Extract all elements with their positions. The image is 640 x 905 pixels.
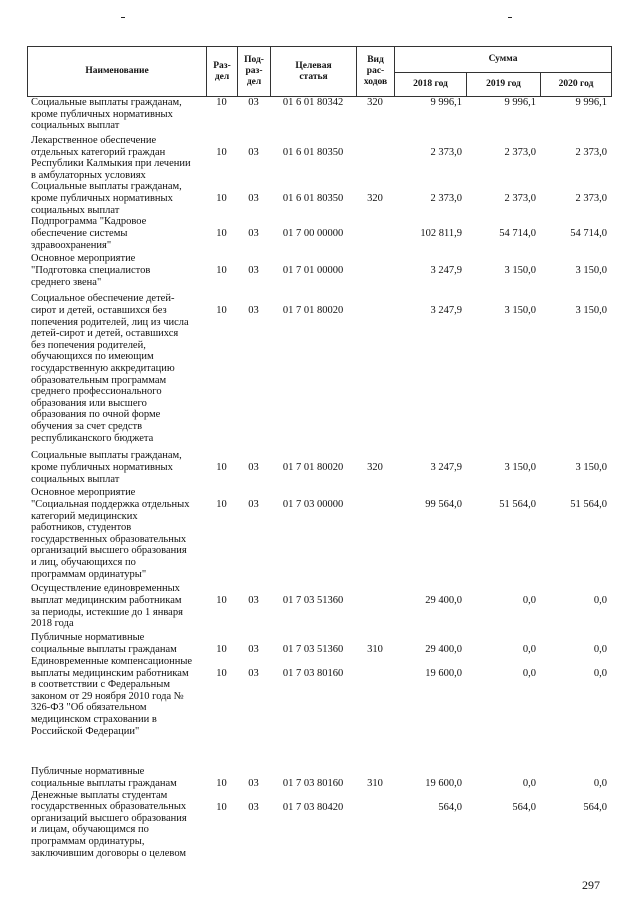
- row-sum-2019: 2 373,0: [504, 147, 536, 158]
- row-target-article: 01 7 01 80020: [282, 305, 344, 317]
- row-sum-2019: 564,0: [512, 801, 536, 813]
- header-name: Наименование: [28, 47, 207, 97]
- row-expense-type: [356, 253, 394, 293]
- row-name: Социальные выплаты гражданам, кроме публичных нормативных социальных выплат: [31, 450, 182, 485]
- row-podrazdel: 03: [248, 499, 259, 511]
- table-row: [27, 656, 611, 766]
- table-row: [27, 487, 611, 583]
- row-sum-2018: 564,0: [438, 801, 462, 813]
- row-podrazdel: 03: [248, 305, 259, 317]
- table-row: [27, 216, 611, 253]
- row-podrazdel: 03: [248, 462, 259, 474]
- row-expense-type: [356, 656, 394, 766]
- row-expense-type: 310: [367, 644, 383, 656]
- row-sum-2018: 3 247,9: [430, 305, 462, 317]
- row-sum-2020: 0,0: [593, 595, 607, 607]
- row-sum-2019: 2 373,0: [504, 193, 536, 205]
- row-name: Социальное обеспечение детей- сирот и детей, оставшихся без попечения родителей, лиц из числа детей-сирот и детей, оставшихся без попечения родителей, обучающихся по имеющим государственную аккредитацию образовательным программам среднего профессионального образования или высшего образования по очной форме обучения за счет средств республиканского бюджета: [31, 293, 189, 444]
- table-row: [27, 253, 611, 293]
- row-expense-type: [356, 216, 394, 253]
- row-razdel: 10: [216, 305, 227, 317]
- row-sum-2019: 3 150,0: [504, 265, 536, 277]
- header-target: Целевая статья: [271, 47, 357, 97]
- row-razdel: 10: [216, 265, 227, 277]
- row-sum-2019: 0,0: [522, 595, 536, 607]
- row-name: Основное мероприятие "Подготовка специалистов среднего звена": [31, 253, 151, 288]
- row-podrazdel: 03: [248, 644, 259, 656]
- row-target-article: 01 7 01 80020: [282, 462, 344, 474]
- row-razdel: 10: [216, 595, 227, 607]
- scan-mark-left: [121, 17, 125, 18]
- row-expense-type: 320: [367, 193, 383, 205]
- table-row: [27, 766, 611, 790]
- row-podrazdel: 03: [248, 595, 259, 607]
- row-target-article: 01 6 01 80342: [282, 97, 344, 108]
- header-sum: Сумма: [395, 47, 612, 73]
- row-sum-2020: 3 150,0: [575, 305, 607, 317]
- row-name: Публичные нормативные социальные выплаты гражданам: [31, 765, 177, 789]
- row-target-article: 01 7 00 00000: [282, 228, 344, 240]
- page-number: 297: [582, 878, 600, 892]
- row-sum-2020: 564,0: [583, 801, 607, 813]
- header-podrazdel: Под- раз- дел: [238, 47, 271, 97]
- row-podrazdel: 03: [248, 777, 259, 789]
- row-expense-type: 310: [367, 777, 383, 789]
- row-expense-type: [356, 583, 394, 632]
- row-sum-2018: 19 600,0: [425, 777, 462, 789]
- row-sum-2018: 9 996,1: [430, 97, 462, 108]
- row-target-article: 01 7 03 80160: [282, 777, 344, 789]
- row-razdel: 10: [216, 499, 227, 511]
- row-sum-2019: 0,0: [522, 644, 536, 656]
- row-sum-2020: 2 373,0: [575, 147, 607, 158]
- row-podrazdel: 03: [248, 147, 259, 158]
- row-razdel: 10: [216, 147, 227, 158]
- row-target-article: 01 7 03 51360: [282, 595, 344, 607]
- row-sum-2020: 54 714,0: [570, 228, 607, 240]
- header-razdel: Раз- дел: [207, 47, 238, 97]
- row-sum-2018: 19 600,0: [425, 667, 462, 679]
- row-expense-type: 320: [367, 462, 383, 474]
- table-row: [27, 790, 611, 883]
- row-razdel: 10: [216, 667, 227, 679]
- row-sum-2019: 54 714,0: [499, 228, 536, 240]
- row-target-article: 01 6 01 80350: [282, 193, 344, 205]
- row-razdel: 10: [216, 644, 227, 656]
- row-name: Осуществление единовременных выплат медицинским работникам за периоды, истекшие до 1 января 2018 года: [31, 583, 183, 630]
- table-row: [27, 293, 611, 450]
- row-razdel: 10: [216, 228, 227, 240]
- row-razdel: 10: [216, 193, 227, 205]
- row-sum-2019: 0,0: [522, 667, 536, 679]
- row-sum-2020: 0,0: [593, 644, 607, 656]
- row-sum-2019: 9 996,1: [504, 97, 536, 108]
- row-podrazdel: 03: [248, 97, 259, 108]
- row-podrazdel: 03: [248, 228, 259, 240]
- row-expense-type: [356, 790, 394, 883]
- header-2019: 2019 год: [467, 73, 541, 97]
- row-sum-2019: 3 150,0: [504, 462, 536, 474]
- table-row: [27, 583, 611, 632]
- row-podrazdel: 03: [248, 193, 259, 205]
- row-sum-2020: 0,0: [593, 667, 607, 679]
- row-podrazdel: 03: [248, 265, 259, 277]
- row-expense-type: [356, 135, 394, 181]
- row-sum-2018: 2 373,0: [430, 147, 462, 158]
- header-2018: 2018 год: [395, 73, 467, 97]
- row-sum-2018: 102 811,9: [420, 228, 462, 240]
- row-expense-type: [356, 487, 394, 583]
- row-sum-2018: 2 373,0: [430, 193, 462, 205]
- row-sum-2018: 99 564,0: [425, 499, 462, 511]
- table-row: [27, 181, 611, 216]
- table-row: [27, 97, 611, 135]
- row-name: Лекарственное обеспечение отдельных категорий граждан Республики Калмыкия при лечении в амбулаторных условиях: [31, 135, 191, 181]
- row-target-article: 01 7 01 00000: [282, 265, 344, 277]
- row-name: Социальные выплаты гражданам, кроме публичных нормативных социальных выплат: [31, 97, 182, 132]
- table-row: [27, 632, 611, 656]
- table-header: [27, 46, 612, 97]
- row-target-article: 01 7 03 80420: [282, 801, 344, 813]
- row-sum-2020: 9 996,1: [575, 97, 607, 108]
- row-sum-2019: 0,0: [522, 777, 536, 789]
- table-row: [27, 450, 611, 487]
- row-name: Денежные выплаты студентам государственных образовательных организаций высшего образования и лицам, обучающимся по программам ординатуры, заключившим договоры о целевом: [31, 789, 187, 859]
- row-podrazdel: 03: [248, 667, 259, 679]
- header-vid: Вид рас- ходов: [357, 47, 395, 97]
- row-name: Социальные выплаты гражданам, кроме публичных нормативных социальных выплат: [31, 181, 182, 216]
- scan-mark-right: [508, 17, 512, 18]
- row-target-article: 01 6 01 80350: [282, 147, 344, 158]
- row-sum-2018: 3 247,9: [430, 265, 462, 277]
- row-name: Единовременные компенсационные выплаты медицинским работникам в соответствии с Федеральным законом от 29 ноября 2010 года № 326-ФЗ "Об обязательном медицинском страховании в Российской Федерации": [31, 655, 193, 737]
- row-expense-type: [356, 293, 394, 450]
- row-target-article: 01 7 03 00000: [282, 499, 344, 511]
- row-sum-2020: 0,0: [593, 777, 607, 789]
- row-razdel: 10: [216, 462, 227, 474]
- row-razdel: 10: [216, 97, 227, 108]
- row-name: Публичные нормативные социальные выплаты гражданам: [31, 632, 177, 655]
- row-sum-2019: 3 150,0: [504, 305, 536, 317]
- row-podrazdel: 03: [248, 801, 259, 813]
- row-sum-2019: 51 564,0: [499, 499, 536, 511]
- header-2020: 2020 год: [541, 73, 612, 97]
- row-sum-2018: 29 400,0: [425, 595, 462, 607]
- table-row: [27, 135, 611, 181]
- row-sum-2020: 3 150,0: [575, 265, 607, 277]
- row-name: Основное мероприятие "Социальная поддержка отдельных категорий медицинских работников, студентов государственных образовательных организаций высшего образования и лиц, обучающихся по программам ординатуры": [31, 487, 190, 580]
- row-sum-2018: 29 400,0: [425, 644, 462, 656]
- row-sum-2020: 2 373,0: [575, 193, 607, 205]
- row-razdel: 10: [216, 801, 227, 813]
- row-sum-2020: 51 564,0: [570, 499, 607, 511]
- row-sum-2018: 3 247,9: [430, 462, 462, 474]
- row-name: Подпрограмма "Кадровое обеспечение системы здравоохранения": [31, 216, 147, 251]
- row-target-article: 01 7 03 51360: [282, 644, 344, 656]
- row-target-article: 01 7 03 80160: [282, 667, 344, 679]
- row-sum-2020: 3 150,0: [575, 462, 607, 474]
- budget-table: [27, 97, 611, 883]
- row-razdel: 10: [216, 777, 227, 789]
- row-expense-type: 320: [367, 97, 383, 108]
